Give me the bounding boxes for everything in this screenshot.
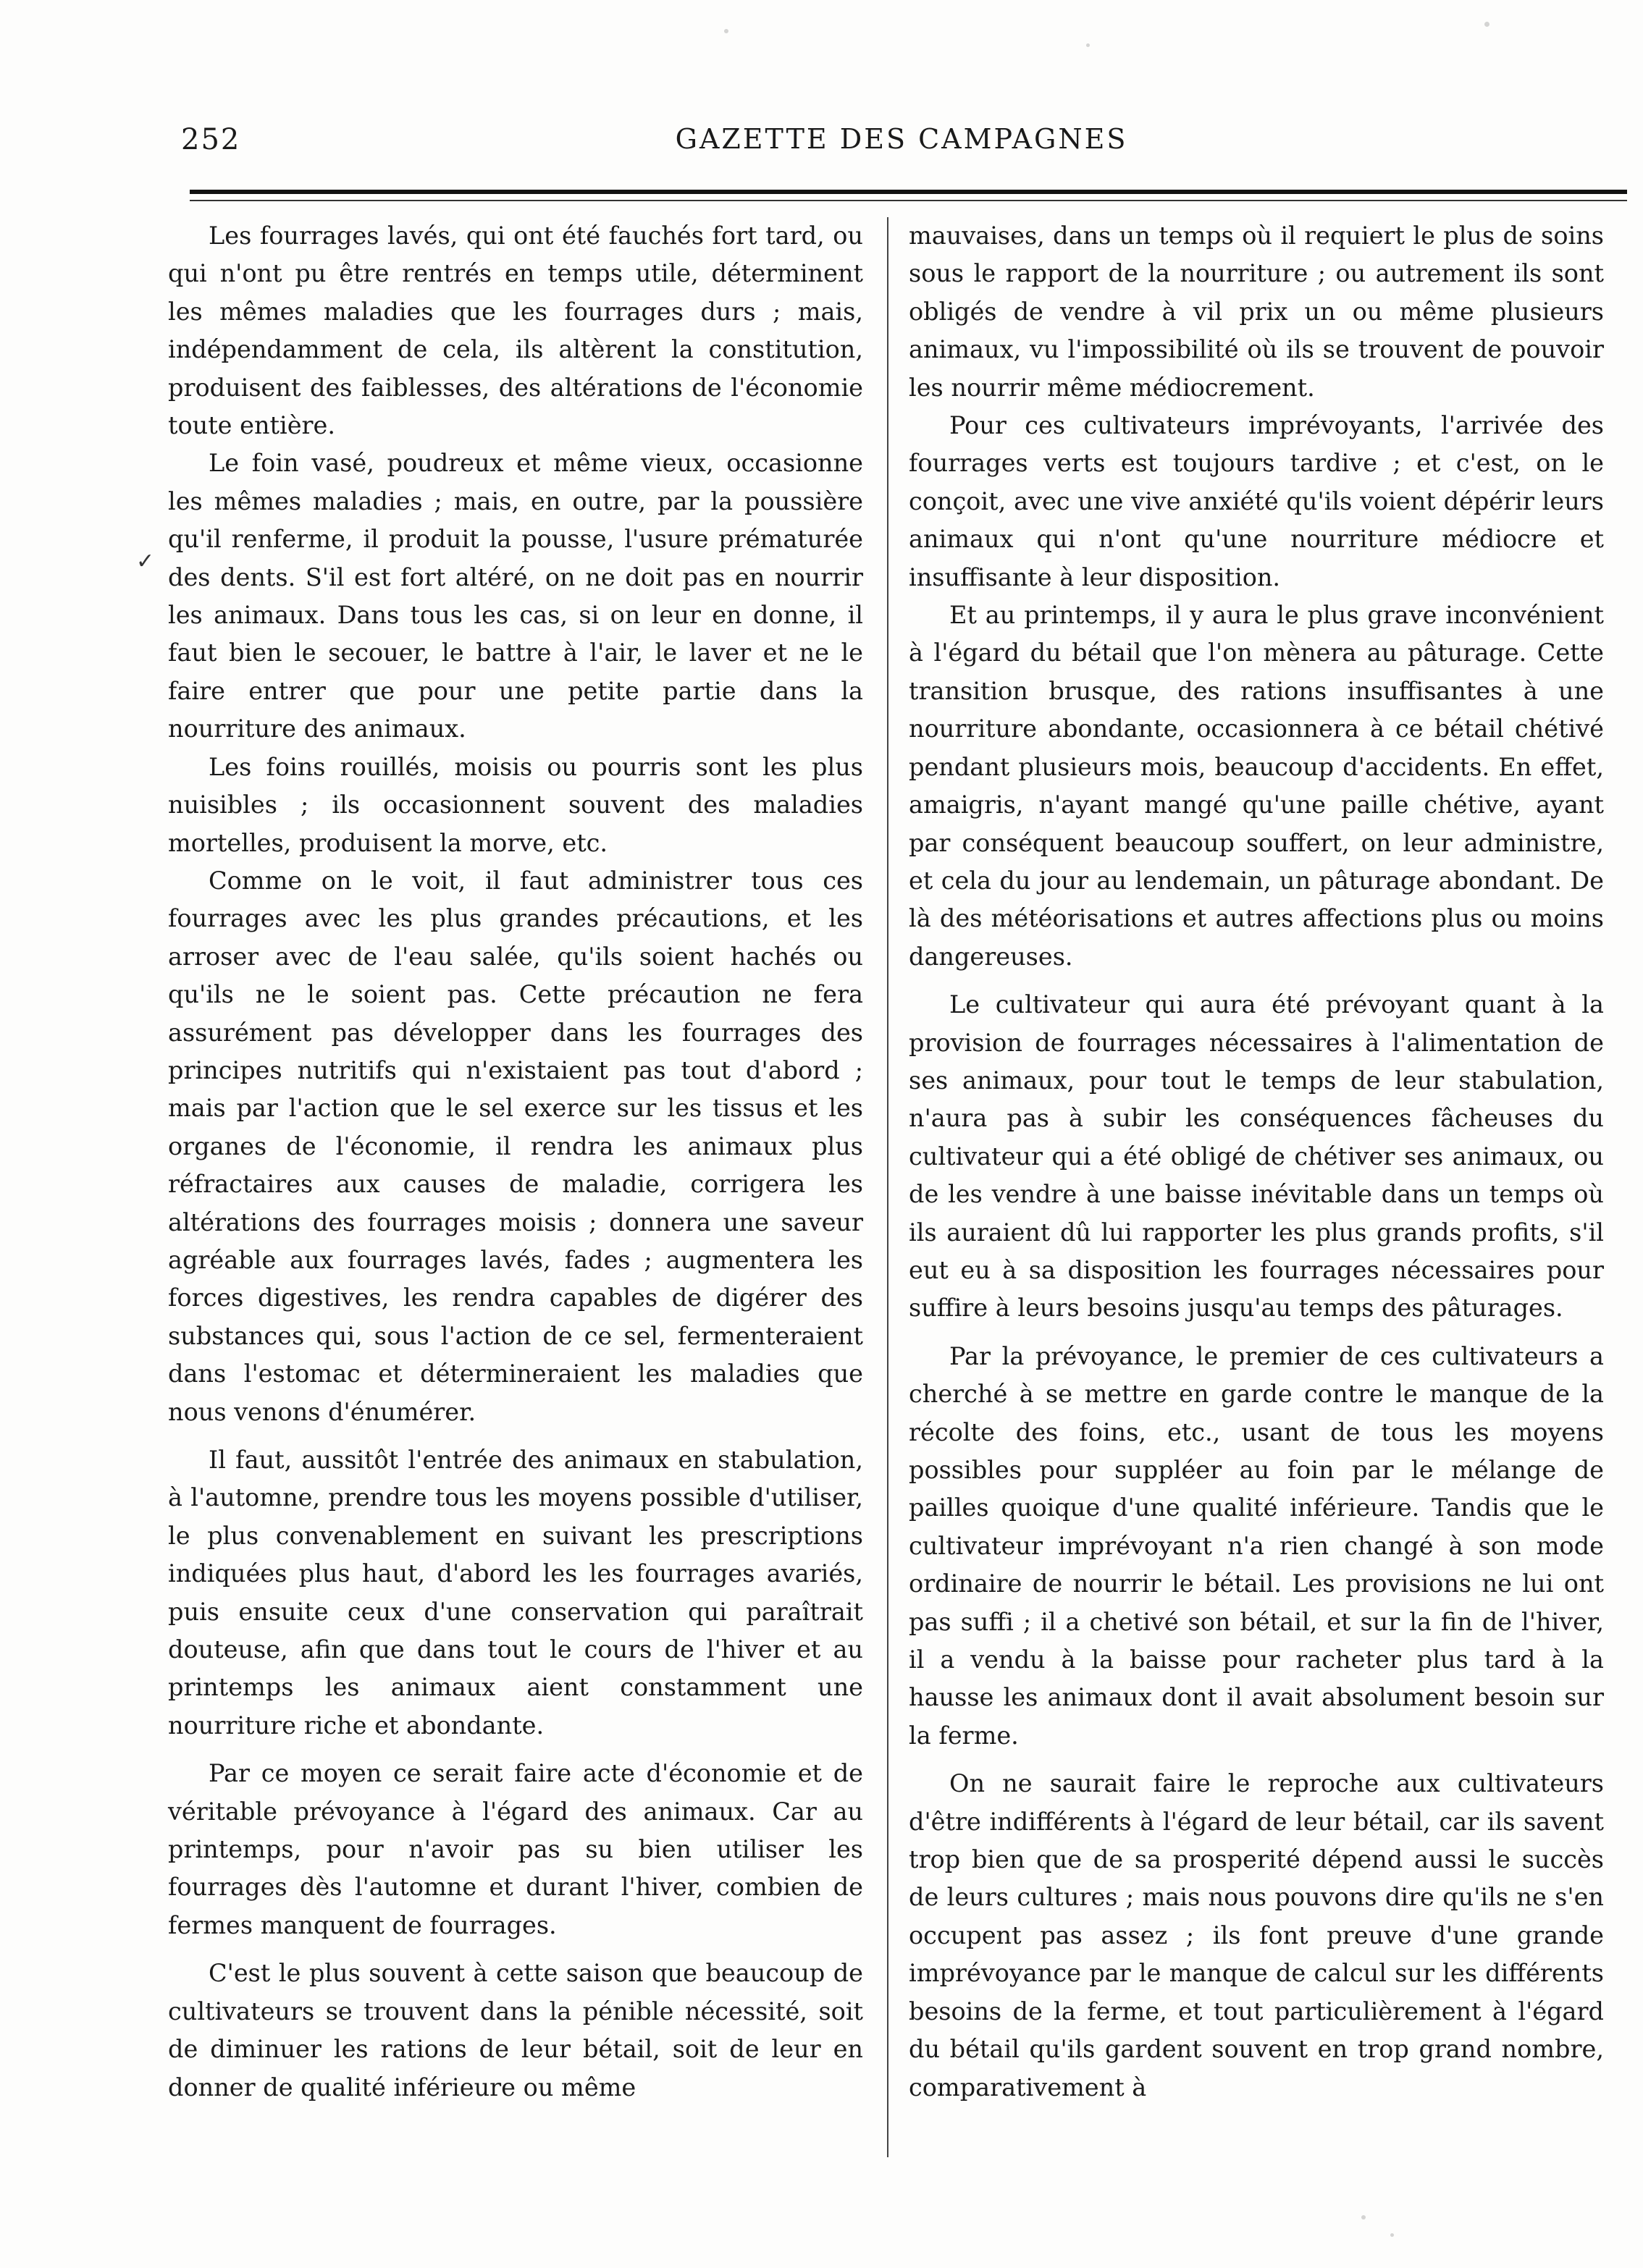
paragraph: On ne saurait faire le reproche aux cultivateurs d'être indifférents à l'égard de leur bétail, car ils savent trop bien que de sa prosperité dépend aussi le succès de leurs cultures ; mais nous pouvons dire qu'ils ne s'en occupent pas assez ; ils font preuve d'une grande imprévoyance par le manque de calcul sur les différents besoins de la ferme, et tout particulièrement à l'égard du bétail qu'ils gardent souvent en trop grand nombre, comparativement à (909, 1769, 1604, 2102)
paragraph: Par la prévoyance, le premier de ces cultivateurs a cherché à se mettre en garde contre le manque de la récolte des foins, etc., usant de tous les moyens possibles pour suppléer au foin par le mélange de pailles quoique d'une qualité inférieure. Tandis que le cultivateur imprévoyant n'a rien changé à son mode ordinaire de nourrir le bétail. Les provisions ne lui ont pas suffi ; il a chetivé son bétail, et sur la fin de l'hiver, il a vendu à la baisse pour racheter plus tard à la hausse les animaux dont il avait absolument besoin sur la ferme. (909, 1341, 1604, 1750)
right-column (909, 217, 1604, 2107)
page-header (181, 123, 1622, 166)
paragraph: Comme on le voit, il faut administrer tous ces fourrages avec les plus grandes précautions, et les arroser avec de l'eau salée, qu'ils soient hachés ou qu'ils ne le soient pas. Cette précaution ne fera assurément pas développer dans les fourrages des principes nutritifs qui n'existaient pas tout d'abord ; mais par l'action que le sel exerce sur les tissus et les organes de l'économie, il rendra les animaux plus réfractaires aux causes de maladie, corrigera les altérations des fourrages moisis ; donnera une saveur agréable aux fourrages lavés, fades ; augmentera les forces digestives, les rendra capables de digérer des substances qui, sous l'action de ce sel, fermenteraient dans l'estomac et détermineraient les maladies que nous venons d'énumérer. (168, 866, 863, 1426)
column-divider (887, 217, 888, 2157)
paragraph: Il faut, aussitôt l'entrée des animaux en stabulation, à l'automne, prendre tous les moyens possible d'utiliser, le plus convenablement en suivant les prescriptions indiquées plus haut, d'abord les les fourrages avariés, puis ensuite ceux d'une conservation qui paraîtrait douteuse, afin que dans tout le cours de l'hiver et au printemps les animaux aient constamment une nourriture riche et abondante. (168, 1446, 863, 1740)
print-speckle (1484, 22, 1489, 27)
paragraph: C'est le plus souvent à cette saison que beaucoup de cultivateurs se trouvent dans la pénible nécessité, soit de diminuer les rations de leur bétail, soit de leur en donner de qualité inférieure ou même (168, 1959, 863, 2102)
paragraph: Le cultivateur qui aura été prévoyant quant à la provision de fourrages nécessaires à l'alimentation de ses animaux, pour tout le temps de leur stabulation, n'aura pas à subir les conséquences fâcheuses du cultivateur qui a été obligé de chétiver ses animaux, ou de les vendre à une baisse inévitable dans un temps où ils auraient dû lui rapporter les plus grands profits, s'il eut eu à sa disposition les fourrages nécessaires pour suffire à leurs besoins jusqu'au temps des pâturages. (909, 990, 1604, 1323)
page-number: 252 (181, 123, 241, 156)
paragraph: Et au printemps, il y aura le plus grave inconvénient à l'égard du bétail que l'on mènera au pâturage. Cette transition brusque, des rations insuffisantes à une nourriture abondante, occasionnera à ce bétail chétivé pendant plusieurs mois, beaucoup d'accidents. En effet, amaigris, n'ayant mangé qu'une paille chétive, ayant par conséquent beaucoup souffert, on leur administre, et cela du jour au lendemain, un pâturage abondant. De là des météorisations et autres affections plus ou moins dangereuses. (909, 601, 1604, 971)
paragraph: Le foin vasé, poudreux et même vieux, occasionne les mêmes maladies ; mais, en outre, par la poussière qu'il renferme, il produit la pousse, l'usure prématurée des dents. S'il est fort altéré, on ne doit pas en nourrir les animaux. Dans tous les cas, si on leur en donne, il faut bien le secouer, le battre à l'air, le laver et ne le faire entrer que pour une petite partie dans la nourriture des animaux. (168, 449, 863, 743)
paragraph: mauvaises, dans un temps où il requiert le plus de soins sous le rapport de la nourriture ; ou autrement ils sont obligés de vendre à vil prix un ou même plusieurs animaux, vu l'impossibilité où ils se trouvent de pouvoir les nourrir même médiocrement. (909, 222, 1604, 402)
running-title: GAZETTE DES CAMPAGNES (675, 123, 1128, 155)
paragraph: Les foins rouillés, moisis ou pourris sont les plus nuisibles ; ils occasionnent souvent des maladies mortelles, produisent la morve, etc. (168, 752, 863, 857)
paragraph: Par ce moyen ce serait faire acte d'économie et de véritable prévoyance à l'égard des animaux. Car au printemps, pour n'avoir pas su bien utiliser les fourrages dès l'automne et durant l'hiver, combien de fermes manquent de fourrages. (168, 1759, 863, 1939)
print-speckle (1086, 43, 1090, 47)
print-speckle (724, 29, 728, 33)
paragraph: Les fourrages lavés, qui ont été fauchés fort tard, ou qui n'ont pu être rentrés en temps utile, déterminent les mêmes maladies que les fourrages durs ; mais, indépendamment de cela, ils altèrent la constitution, produisent des faiblesses, des altérations de l'économie toute entière. (168, 222, 863, 440)
print-speckle (1390, 2233, 1394, 2237)
print-speckle (1361, 2215, 1366, 2219)
paragraph: Pour ces cultivateurs imprévoyants, l'arrivée des fourrages verts est toujours tardive ; et c'est, on le conçoit, avec une vive anxiété qu'ils voient dépérir leurs animaux qui n'ont qu'une nourriture médiocre et insuffisante à leur disposition. (909, 411, 1604, 591)
margin-check-mark: ✓ (136, 549, 155, 574)
left-column (168, 217, 863, 2107)
header-rule-thin (190, 200, 1627, 201)
header-rule-thick (190, 190, 1627, 194)
